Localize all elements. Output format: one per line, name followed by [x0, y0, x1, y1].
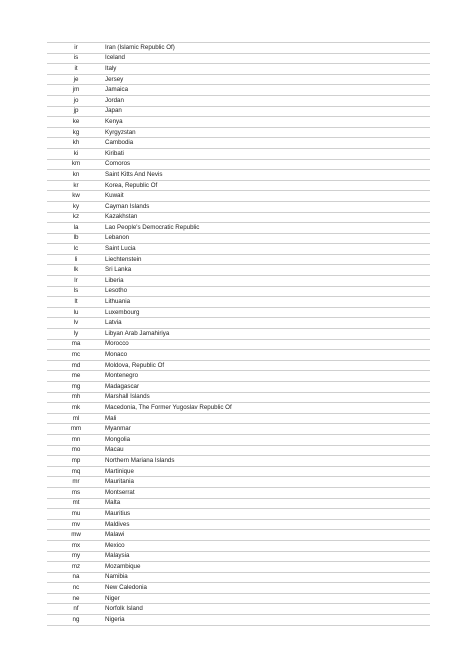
table-row — [47, 117, 430, 128]
country-code-cell: ke — [72, 117, 80, 125]
table-row — [47, 604, 430, 615]
table-row — [47, 276, 430, 287]
country-code-cell: kg — [72, 128, 80, 136]
country-code-cell: lt — [74, 298, 78, 306]
country-name-cell: Mozambique — [105, 562, 141, 570]
country-name-cell: Maldives — [105, 520, 130, 528]
country-name-cell: Latvia — [105, 319, 122, 327]
table-row — [47, 234, 430, 245]
country-name-cell: Liberia — [105, 276, 124, 284]
country-code-cell: ms — [71, 488, 81, 496]
table-row — [47, 43, 430, 54]
country-name-cell: Lithuania — [105, 298, 131, 306]
table-row — [47, 107, 430, 118]
table-row — [47, 456, 430, 467]
country-name-cell: Italy — [105, 64, 117, 72]
country-code-cell: lc — [73, 245, 79, 253]
country-code-cell: mm — [70, 425, 82, 433]
country-code-cell: nf — [73, 605, 79, 613]
table-row — [47, 573, 430, 584]
country-code-cell: kz — [72, 213, 80, 221]
table-row — [47, 308, 430, 319]
table-row — [47, 318, 430, 329]
country-name-cell: Korea, Republic Of — [105, 181, 158, 189]
table-row — [47, 287, 430, 298]
country-name-cell: Mauritius — [105, 509, 131, 517]
country-code-cell: mn — [71, 435, 81, 443]
country-name-cell: Jordan — [105, 96, 124, 104]
country-code-cell: ng — [72, 615, 80, 623]
country-code-cell: li — [74, 255, 78, 263]
table-row — [47, 541, 430, 552]
table-row — [47, 520, 430, 531]
country-code-cell: nc — [72, 584, 80, 592]
country-name-cell: Martinique — [105, 467, 134, 475]
country-name-cell: Moldova, Republic Of — [105, 361, 165, 369]
country-name-cell: Lao People's Democratic Republic — [105, 223, 200, 231]
table-row — [47, 446, 430, 457]
country-name-cell: Sri Lanka — [105, 266, 132, 274]
country-name-cell: Liechtenstein — [105, 255, 142, 263]
table-row — [47, 244, 430, 255]
country-code-cell: km — [71, 160, 81, 168]
country-code-cell: mk — [71, 403, 81, 411]
table-row — [47, 202, 430, 213]
table-row — [47, 160, 430, 171]
country-name-cell: Madagascar — [105, 382, 140, 390]
table-row — [47, 477, 430, 488]
country-name-cell: Kiribati — [105, 149, 124, 157]
country-name-cell: Namibia — [105, 573, 128, 581]
country-code-cell: lu — [73, 308, 79, 316]
country-name-cell: Mauritania — [105, 478, 134, 486]
table-row — [47, 265, 430, 276]
country-name-cell: Norfolk Island — [105, 605, 143, 613]
country-code-cell: mt — [72, 499, 80, 507]
country-code-cell: me — [71, 372, 81, 380]
country-name-cell: Iran (Islamic Republic Of) — [105, 43, 175, 51]
country-name-cell: Cayman Islands — [105, 202, 150, 210]
country-code-cell: ky — [72, 202, 80, 210]
table-row — [47, 64, 430, 75]
table-row — [47, 138, 430, 149]
country-name-cell: Marshall Islands — [105, 393, 150, 401]
country-code-cell: it — [74, 64, 78, 72]
table-row — [47, 181, 430, 192]
country-code-cell: ly — [73, 329, 79, 337]
table-row — [47, 223, 430, 234]
country-code-cell: lv — [73, 319, 79, 327]
country-code-cell: lb — [73, 234, 79, 242]
country-code-cell: jp — [73, 107, 79, 115]
country-code-cell: md — [71, 361, 81, 369]
table-row — [47, 562, 430, 573]
country-name-cell: Kyrgyzstan — [105, 128, 136, 136]
table-row — [47, 615, 430, 626]
table-row — [47, 85, 430, 96]
country-code-cell: la — [73, 223, 79, 231]
country-code-cell: mv — [71, 520, 81, 528]
country-code-cell: ma — [71, 340, 81, 348]
country-name-cell: Comoros — [105, 160, 131, 168]
country-code-cell: ne — [72, 594, 80, 602]
country-name-cell: Libyan Arab Jamahiriya — [105, 329, 170, 337]
country-name-cell: Myanmar — [105, 425, 131, 433]
country-name-cell: Malta — [105, 499, 121, 507]
table-row — [47, 530, 430, 541]
table-row — [47, 371, 430, 382]
country-code-cell: mr — [72, 478, 80, 486]
country-name-cell: Kuwait — [105, 192, 124, 200]
country-code-cell: jo — [73, 96, 79, 104]
table-row — [47, 499, 430, 510]
table-row — [47, 96, 430, 107]
table-row — [47, 191, 430, 202]
table-row — [47, 583, 430, 594]
country-code-cell: lr — [74, 276, 78, 284]
country-name-cell: Kazakhstan — [105, 213, 138, 221]
country-name-cell: Kenya — [105, 117, 123, 125]
country-name-cell: Montenegro — [105, 372, 139, 380]
country-name-cell: Mongolia — [105, 435, 131, 443]
table-row — [47, 488, 430, 499]
country-name-cell: Montserrat — [105, 488, 135, 496]
country-name-cell: Macau — [105, 446, 124, 454]
country-name-cell: Mali — [105, 414, 117, 422]
country-name-cell: Lebanon — [105, 234, 130, 242]
country-code-cell: ir — [74, 43, 78, 51]
country-name-cell: Macedonia, The Former Yugoslav Republic Of — [105, 403, 232, 411]
country-code-cell: mz — [71, 562, 81, 570]
country-name-cell: Malaysia — [105, 552, 130, 560]
country-code-cell: na — [72, 573, 80, 581]
country-name-cell: Saint Lucia — [105, 245, 136, 253]
country-name-cell: Northern Mariana Islands — [105, 456, 175, 464]
country-code-cell: kr — [73, 181, 79, 189]
table-row — [47, 467, 430, 478]
country-code-cell: my — [71, 552, 81, 560]
table-row — [47, 149, 430, 160]
country-name-cell: Cambodia — [105, 139, 134, 147]
table-row — [47, 75, 430, 86]
table-row — [47, 403, 430, 414]
country-name-cell: Jamaica — [105, 86, 129, 94]
country-name-cell: New Caledonia — [105, 584, 147, 592]
country-name-cell: Nigeria — [105, 615, 125, 623]
table-row — [47, 255, 430, 266]
country-name-cell: Malawi — [105, 531, 125, 539]
table-row — [47, 414, 430, 425]
country-name-cell: Monaco — [105, 351, 128, 359]
table-row — [47, 340, 430, 351]
country-name-cell: Mexico — [105, 541, 125, 549]
table-row — [47, 350, 430, 361]
country-name-cell: Luxembourg — [105, 308, 140, 316]
table-row — [47, 424, 430, 435]
country-code-cell: mh — [71, 393, 81, 401]
country-code-cell: mq — [71, 467, 81, 475]
country-code-cell: kw — [72, 192, 80, 200]
country-code-cell: je — [73, 75, 79, 83]
country-code-cell: mc — [71, 351, 81, 359]
country-code-cell: mo — [71, 446, 81, 454]
table-row — [47, 435, 430, 446]
country-name-cell: Iceland — [105, 54, 125, 62]
table-row — [47, 382, 430, 393]
country-code-cell: ls — [73, 287, 79, 295]
country-code-cell: mp — [71, 456, 81, 464]
table-row — [47, 170, 430, 181]
country-code-cell: jm — [72, 86, 80, 94]
country-name-cell: Japan — [105, 107, 122, 115]
table-row — [47, 509, 430, 520]
table-row — [47, 329, 430, 340]
country-name-cell: Morocco — [105, 340, 129, 348]
table-row — [47, 594, 430, 605]
country-code-cell: mx — [71, 541, 81, 549]
country-code-cell: ki — [73, 149, 79, 157]
table-row — [47, 361, 430, 372]
country-code-cell: mw — [71, 531, 81, 539]
country-name-cell: Lesotho — [105, 287, 128, 295]
country-name-cell: Saint Kitts And Nevis — [105, 170, 163, 178]
table-row — [47, 54, 430, 65]
table-row — [47, 393, 430, 404]
country-code-cell: is — [73, 54, 79, 62]
table-row — [47, 297, 430, 308]
country-code-cell: kh — [72, 139, 80, 147]
country-code-cell: mu — [71, 509, 81, 517]
table-row — [47, 213, 430, 224]
country-code-cell: ml — [72, 414, 80, 422]
country-name-cell: Jersey — [105, 75, 124, 83]
country-code-cell: mg — [71, 382, 81, 390]
country-code-table — [47, 42, 430, 626]
country-code-cell: kn — [72, 170, 80, 178]
table-row — [47, 552, 430, 563]
table-row — [47, 128, 430, 139]
country-name-cell: Niger — [105, 594, 120, 602]
country-code-cell: lk — [73, 266, 79, 274]
